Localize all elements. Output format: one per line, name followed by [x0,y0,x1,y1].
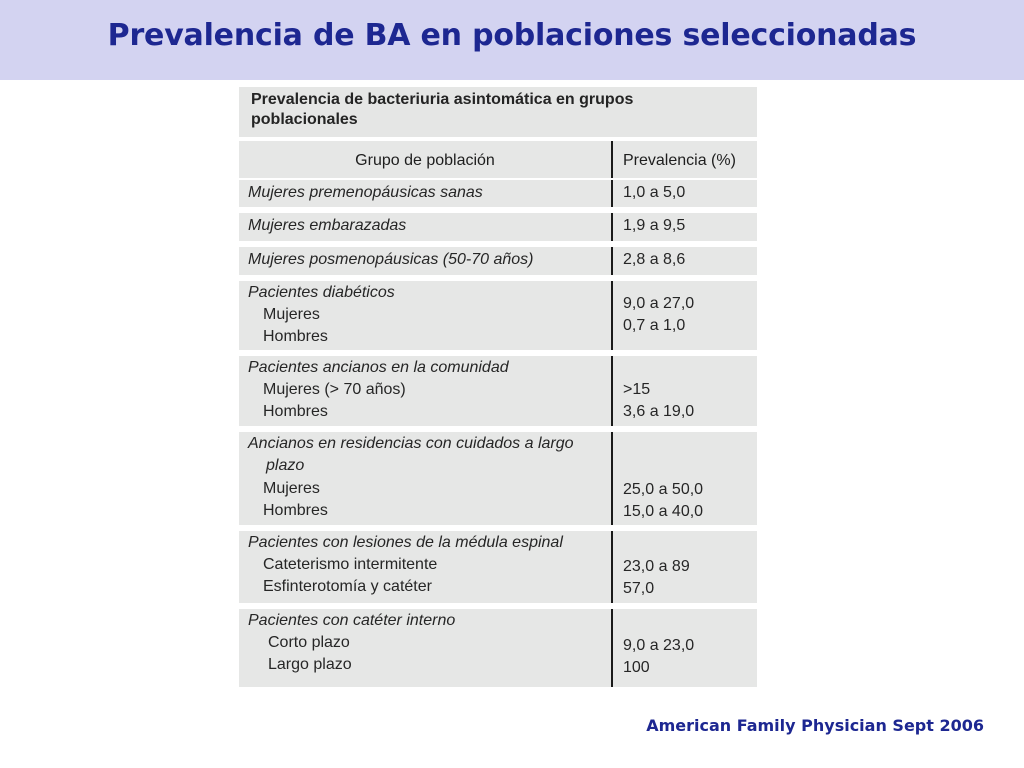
column-divider [611,180,613,207]
subgroup-label: Esfinterotomía y catéter [263,578,432,595]
table-row [239,609,757,687]
prevalence-value: 23,0 a 89 [623,558,690,575]
prevalence-value: 1,0 a 5,0 [623,184,686,201]
subgroup-label: Cateterismo intermitente [263,556,438,573]
group-label: Pacientes diabéticos [248,284,395,301]
column-divider [611,141,613,178]
group-label: Pacientes con lesiones de la médula espinal [248,534,563,551]
prevalence-value: >15 [623,381,651,398]
column-divider [611,531,613,603]
slide-title: Prevalencia de BA en poblaciones seleccionadas [107,18,917,53]
column-divider [611,356,613,426]
subgroup-label: Mujeres [263,480,320,497]
prevalence-value: 2,8 a 8,6 [623,251,686,268]
table-row [239,356,757,426]
header-prevalence-cell [614,141,757,178]
table-caption [239,87,757,137]
table-row [239,531,757,603]
prevalence-value: 25,0 a 50,0 [623,481,704,498]
prevalence-value: 9,0 a 27,0 [623,295,695,312]
column-divider [611,432,613,525]
header-group-cell [239,141,611,178]
table-row [239,432,757,525]
table-row [239,180,757,207]
prevalence-value: 57,0 [623,580,655,597]
subgroup-label: Mujeres (> 70 años) [263,381,406,398]
group-label: Ancianos en residencias con cuidados a largo [248,435,574,452]
header-group-label: Grupo de población [355,152,495,169]
group-label: Mujeres embarazadas [248,217,407,234]
source-citation: American Family Physician Sept 2006 [646,716,984,735]
column-divider [611,609,613,687]
subgroup-label: Corto plazo [268,634,350,651]
header-prevalence-label: Prevalencia (%) [623,152,736,169]
prevalence-value: 100 [623,659,650,676]
subgroup-label: Hombres [263,403,328,420]
column-divider [611,281,613,350]
prevalence-value: 1,9 a 9,5 [623,217,686,234]
column-divider [611,213,613,241]
table-caption-text: Prevalencia de bacteriuria asintomática en grupos poblacionales [251,91,634,128]
subgroup-label: Mujeres [263,306,320,323]
prevalence-value: 0,7 a 1,0 [623,317,686,334]
group-label-continuation: plazo [266,457,305,474]
group-label: Mujeres posmenopáusicas (50-70 años) [248,251,534,268]
group-label: Pacientes con catéter interno [248,612,456,629]
table-row [239,247,757,275]
group-label: Mujeres premenopáusicas sanas [248,184,483,201]
group-label: Pacientes ancianos en la comunidad [248,359,509,376]
subgroup-label: Hombres [263,328,328,345]
subgroup-label: Largo plazo [268,656,352,673]
prevalence-value: 3,6 a 19,0 [623,403,695,420]
column-divider [611,247,613,275]
prevalence-value: 9,0 a 23,0 [623,637,695,654]
subgroup-label: Hombres [263,502,328,519]
prevalence-value: 15,0 a 40,0 [623,503,704,520]
prevalence-table [239,87,757,687]
table-row [239,213,757,241]
table-row [239,281,757,350]
table-header-row [239,141,757,178]
